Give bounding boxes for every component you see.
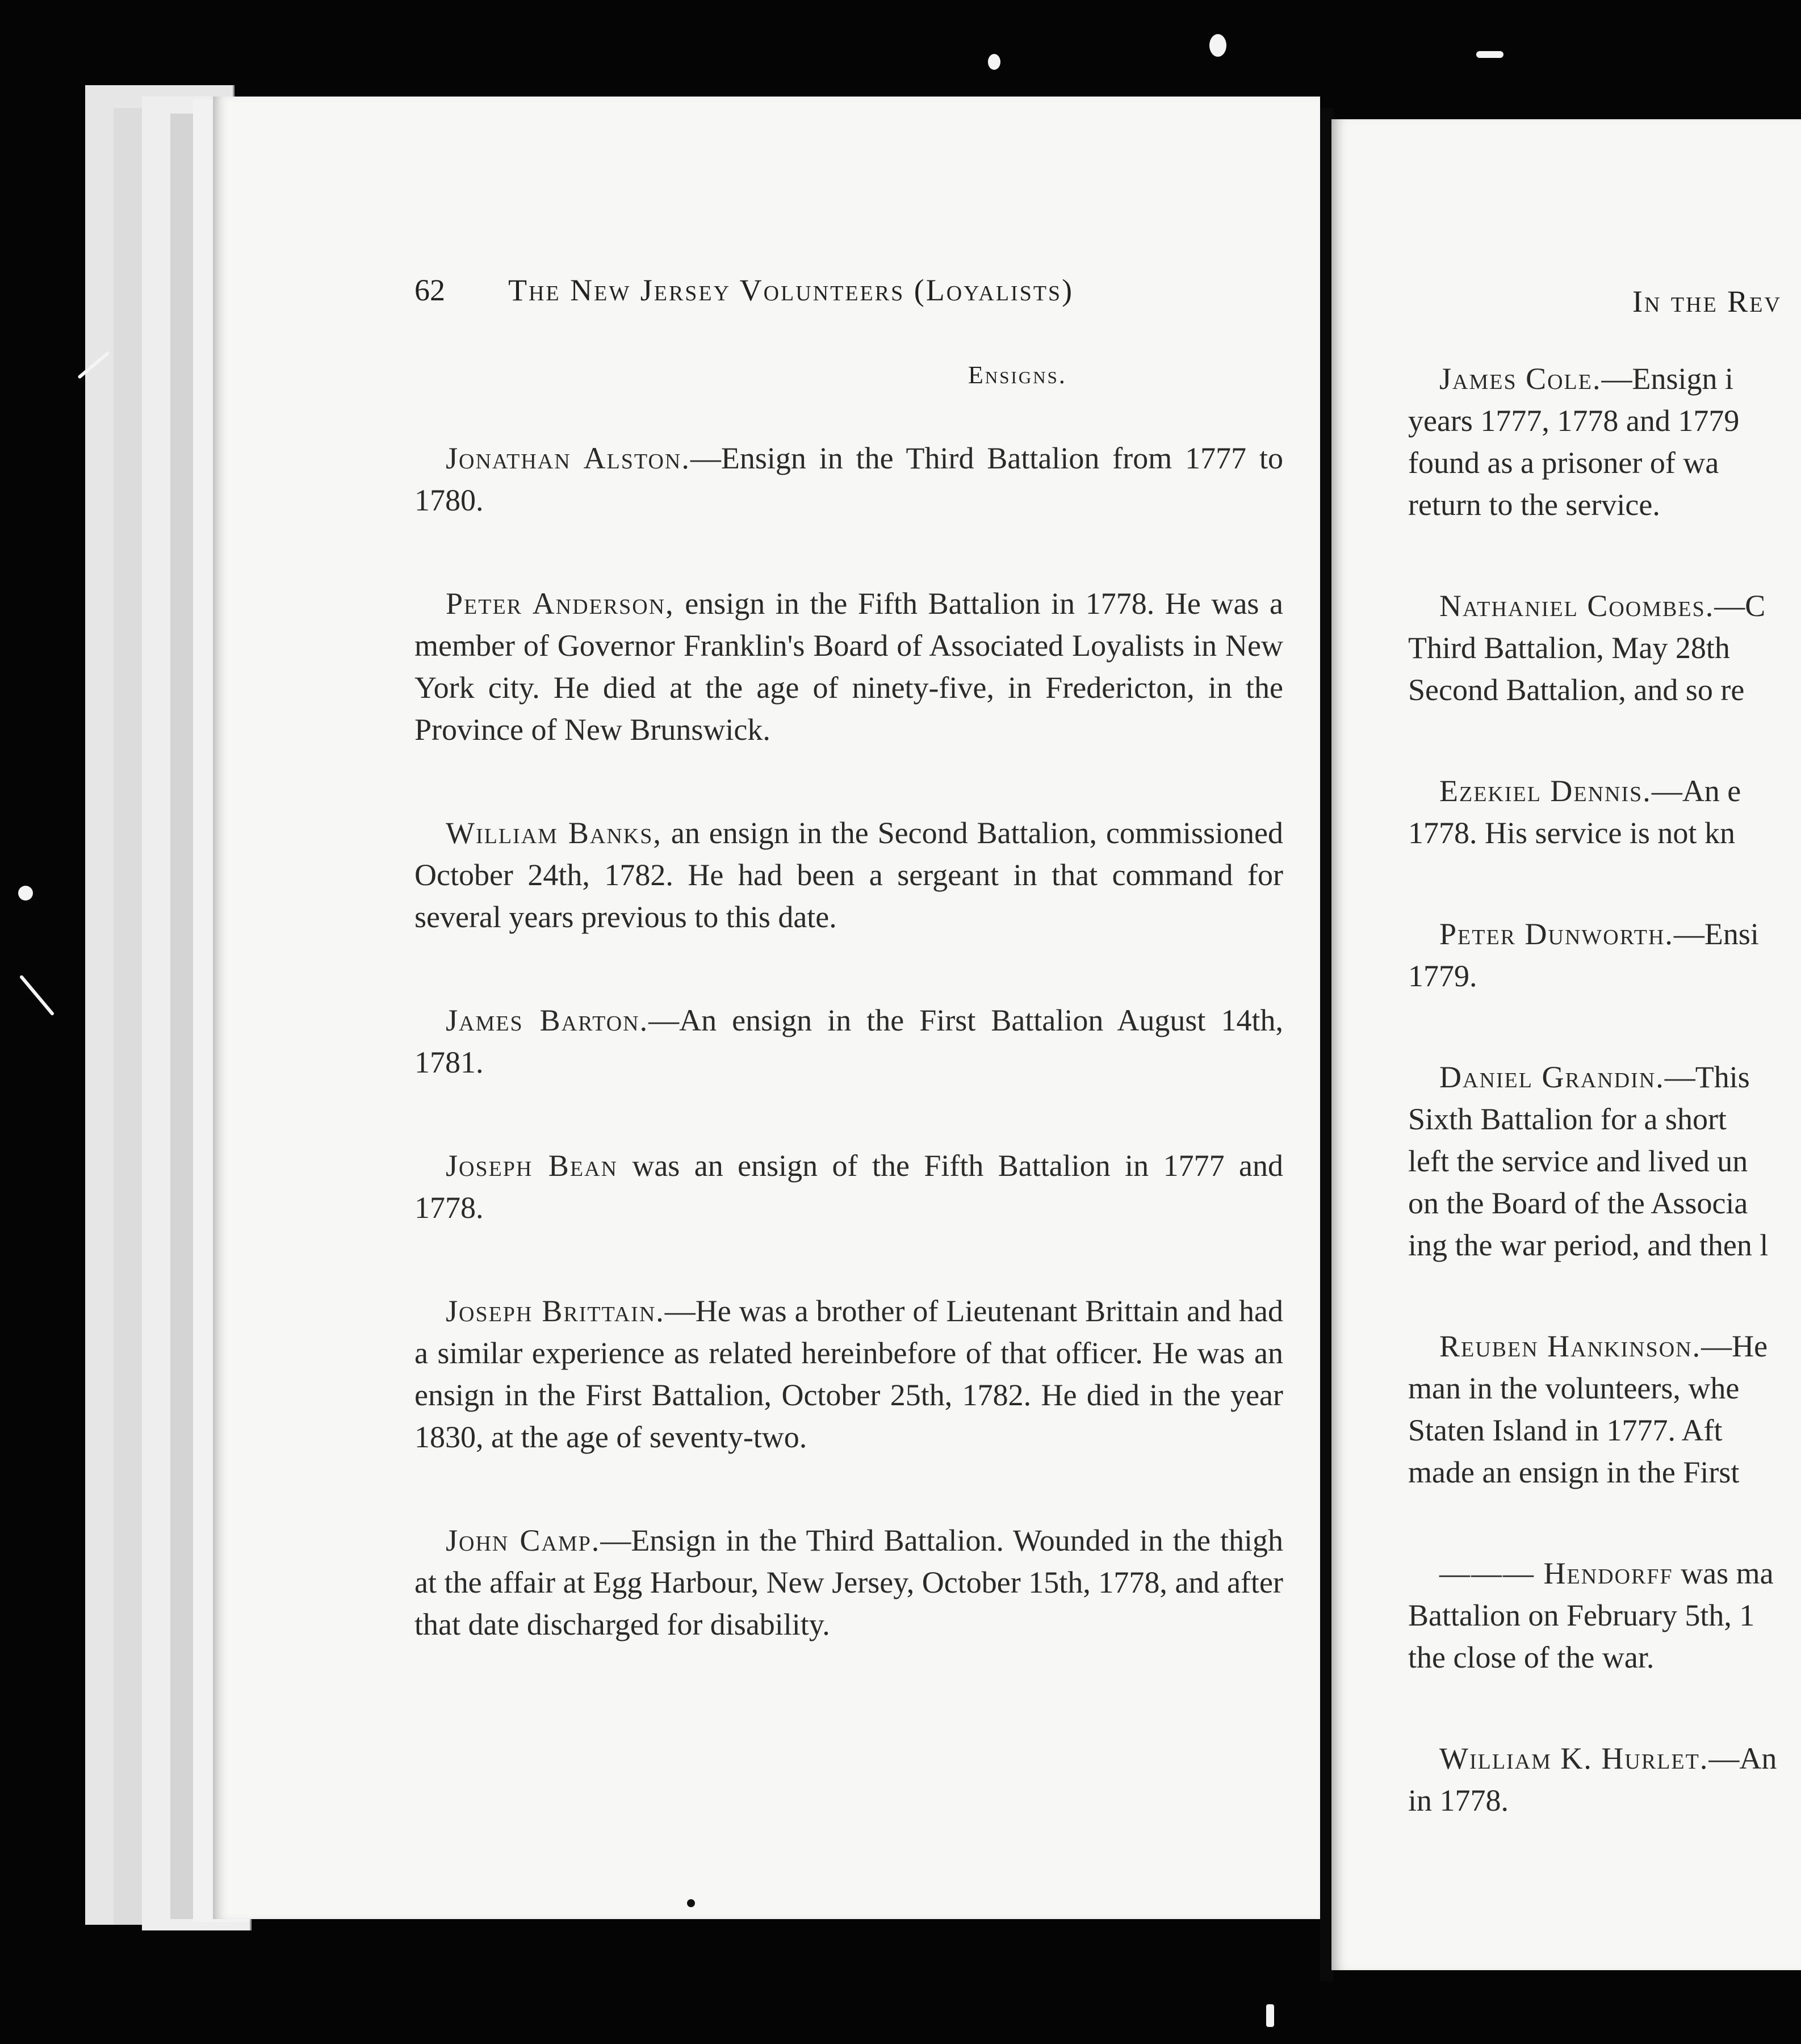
- entry-text: —Ensi: [1673, 917, 1759, 951]
- entry-line: on the Board of the Associa: [1408, 1186, 1748, 1220]
- entry-line: [1408, 770, 1801, 812]
- entry-line: [1408, 585, 1801, 627]
- entry-text: —C: [1714, 589, 1766, 623]
- entry-name: Reuben Hankinson.: [1439, 1329, 1702, 1363]
- page-number: 62: [414, 273, 445, 307]
- entry-line: years 1777, 1778 and 1779: [1408, 404, 1740, 438]
- scan-speck: [687, 1899, 695, 1907]
- entry-line: left the service and lived un: [1408, 1144, 1748, 1178]
- entry-text: ensign in the Fifth Battalion in 1778. He was a member of Governor Franklin's Board of Associated Loyalists in New York city. He died at the age of ninety-five, in Fredericton, in the Province of New Brunswick.: [414, 587, 1284, 747]
- entry-line: made an ensign in the First: [1408, 1455, 1740, 1489]
- scan-speck: [1476, 51, 1503, 58]
- entry-james-cole: [1408, 358, 1801, 526]
- entry-name: Jonathan Alston.: [446, 441, 690, 475]
- scan-speck: [988, 54, 1000, 70]
- entry-joseph-bean: [414, 1145, 1283, 1229]
- entry-text: an ensign in the Second Battalion, commissioned October 24th, 1782. He had been a sergeant in that command for several years previous to this date.: [414, 816, 1283, 934]
- entry-line: found as a prisoner of wa: [1408, 446, 1719, 480]
- entry-line: Third Battalion, May 28th: [1408, 631, 1730, 665]
- entry-joseph-brittain: [414, 1290, 1283, 1458]
- entry-name: William K. Hurlet.: [1439, 1741, 1709, 1775]
- scan-speck: [1209, 34, 1226, 57]
- entry-line: in 1778.: [1408, 1783, 1509, 1817]
- entry-name: Nathaniel Coombes.: [1439, 589, 1715, 623]
- scan-speck: [18, 886, 33, 900]
- entry-line: [1408, 358, 1801, 400]
- entry-line: man in the volunteers, whe: [1408, 1371, 1740, 1405]
- entry-nathaniel-coombes: [1408, 585, 1801, 711]
- entry-name: John Camp.: [446, 1523, 601, 1557]
- entry-hendorff: [1408, 1552, 1801, 1678]
- entry-line: [1408, 913, 1801, 955]
- entry-name: Daniel Grandin.: [1439, 1060, 1665, 1094]
- entry-line: Second Battalion, and so re: [1408, 673, 1745, 707]
- entry-name: William Banks,: [446, 816, 662, 850]
- entry-name: ——— Hendorff: [1439, 1556, 1673, 1590]
- entry-name: Ezekiel Dennis.: [1439, 774, 1652, 808]
- entry-john-camp: [414, 1519, 1283, 1645]
- entry-name: James Barton.: [446, 1003, 649, 1037]
- entry-text: —Ensign in the Third Battalion from 1777 to 1780.: [414, 441, 1283, 517]
- entry-daniel-grandin: [1408, 1056, 1801, 1266]
- entry-reuben-hankinson: [1408, 1325, 1801, 1493]
- entry-text: —He was a brother of Lieutenant Brittain and had a similar experience as related hereinbefore of that officer. He was an ensign in the First Battalion, October 25th, 1782. He died in the year 1830, at the age of seventy-two.: [414, 1294, 1283, 1454]
- right-page: [1331, 119, 1801, 1970]
- entry-line: 1779.: [1408, 959, 1477, 993]
- entry-name: Peter Dunworth.: [1439, 917, 1674, 951]
- scan-speck: [19, 975, 55, 1016]
- entry-text: —An e: [1651, 774, 1741, 808]
- entry-line: the close of the war.: [1408, 1640, 1655, 1674]
- entry-name: Joseph Brittain.: [446, 1294, 665, 1328]
- entry-line: [1408, 1552, 1801, 1594]
- entry-line: [1408, 1325, 1801, 1367]
- entry-ezekiel-dennis: [1408, 770, 1801, 854]
- entry-text: —Ensign in the Third Battalion. Wounded in the thigh at the affair at Egg Harbour, New Jersey, October 15th, 1778, and after that date discharged for disability.: [414, 1523, 1283, 1641]
- left-page: [213, 97, 1320, 1919]
- entry-list: [1408, 358, 1801, 1880]
- section-heading: Ensigns.: [968, 361, 1067, 389]
- entry-text: was an ensign of the Fifth Battalion in 1777 and 1778.: [414, 1149, 1283, 1225]
- entry-william-k-hurlet: [1408, 1737, 1801, 1821]
- entry-name: Joseph Bean: [446, 1149, 618, 1183]
- entry-list: [414, 437, 1283, 1707]
- entry-line: [1408, 1737, 1801, 1779]
- entry-line: 1778. His service is not kn: [1408, 816, 1735, 850]
- entry-jonathan-alston: [414, 437, 1283, 521]
- entry-text: —An: [1708, 1741, 1777, 1775]
- scan-speck: [1266, 2004, 1274, 2027]
- entry-line: Sixth Battalion for a short: [1408, 1102, 1727, 1136]
- entry-text: —Ensign i: [1601, 362, 1733, 396]
- entry-text: was ma: [1673, 1556, 1774, 1590]
- running-head: In the Rev: [1632, 284, 1782, 319]
- entry-peter-anderson: [414, 583, 1283, 751]
- entry-text: —This: [1664, 1060, 1750, 1094]
- entry-peter-dunworth: [1408, 913, 1801, 997]
- running-head: The New Jersey Volunteers (Loyalists): [508, 273, 1074, 307]
- entry-text: —He: [1701, 1329, 1768, 1363]
- entry-line: [1408, 1056, 1801, 1098]
- entry-william-banks: [414, 812, 1283, 938]
- entry-james-barton: [414, 999, 1283, 1083]
- entry-name: James Cole.: [1439, 362, 1602, 396]
- entry-line: Staten Island in 1777. Aft: [1408, 1413, 1723, 1447]
- entry-text: —An ensign in the First Battalion August 14th, 1781.: [414, 1003, 1283, 1079]
- entry-line: Battalion on February 5th, 1: [1408, 1598, 1755, 1632]
- entry-line: return to the service.: [1408, 488, 1660, 522]
- entry-line: ing the war period, and then l: [1408, 1228, 1769, 1262]
- entry-name: Peter Anderson,: [446, 587, 675, 621]
